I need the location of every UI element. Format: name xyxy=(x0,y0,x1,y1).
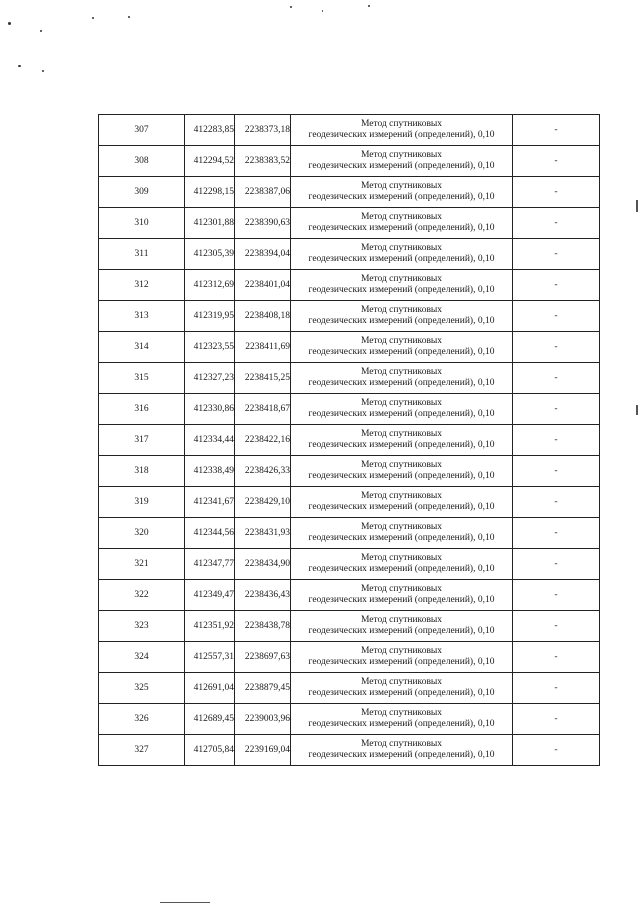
table-row xyxy=(99,177,600,208)
table-row xyxy=(99,580,600,611)
note-cell: - xyxy=(513,301,600,332)
table-row xyxy=(99,363,600,394)
method-cell xyxy=(291,208,513,239)
y-coordinate-cell: 2238436,43 xyxy=(235,580,291,611)
y-coordinate-cell: 2238429,10 xyxy=(235,487,291,518)
x-coordinate-cell: 412347,77 xyxy=(185,549,235,580)
method-line-1: Метод спутниковых xyxy=(360,181,443,191)
x-coordinate-cell: 412341,67 xyxy=(185,487,235,518)
table-row xyxy=(99,642,600,673)
method-line-1: Метод спутниковых xyxy=(360,367,443,377)
method-line-1: Метод спутниковых xyxy=(360,677,443,687)
table-row xyxy=(99,673,600,704)
point-number-cell: 315 xyxy=(99,363,185,394)
method-line-2: геодезических измерений (определений), 0,10 xyxy=(308,440,495,450)
method-line-1: Метод спутниковых xyxy=(360,739,443,749)
scan-speck xyxy=(40,30,42,32)
method-line-2: геодезических измерений (определений), 0,10 xyxy=(308,502,495,512)
method-line-1: Метод спутниковых xyxy=(360,615,443,625)
x-coordinate-cell: 412312,69 xyxy=(185,270,235,301)
method-line-1: Метод спутниковых xyxy=(360,708,443,718)
y-coordinate-cell: 2238394,04 xyxy=(235,239,291,270)
method-cell xyxy=(291,518,513,549)
x-coordinate-cell: 412557,31 xyxy=(185,642,235,673)
scan-edge-mark xyxy=(636,405,638,415)
x-coordinate-cell: 412294,52 xyxy=(185,146,235,177)
method-line-2: геодезических измерений (определений), 0,10 xyxy=(308,378,495,388)
method-line-1: Метод спутниковых xyxy=(360,584,443,594)
x-coordinate-cell: 412298,15 xyxy=(185,177,235,208)
point-number-cell: 317 xyxy=(99,425,185,456)
method-cell xyxy=(291,332,513,363)
method-line-2: геодезических измерений (определений), 0,10 xyxy=(308,719,495,729)
point-number-cell: 311 xyxy=(99,239,185,270)
table-row xyxy=(99,115,600,146)
method-line-1: Метод спутниковых xyxy=(360,150,443,160)
x-coordinate-cell: 412323,55 xyxy=(185,332,235,363)
y-coordinate-cell: 2238390,63 xyxy=(235,208,291,239)
table-row xyxy=(99,425,600,456)
method-line-2: геодезических измерений (определений), 0,10 xyxy=(308,626,495,636)
y-coordinate-cell: 2238383,52 xyxy=(235,146,291,177)
method-line-2: геодезических измерений (определений), 0,10 xyxy=(308,688,495,698)
method-cell xyxy=(291,146,513,177)
note-cell: - xyxy=(513,580,600,611)
scan-speck xyxy=(8,22,11,25)
y-coordinate-cell: 2238387,06 xyxy=(235,177,291,208)
scan-edge-mark xyxy=(160,902,210,903)
method-line-2: геодезических измерений (определений), 0,10 xyxy=(308,285,495,295)
point-number-cell: 319 xyxy=(99,487,185,518)
y-coordinate-cell: 2238879,45 xyxy=(235,673,291,704)
method-cell xyxy=(291,301,513,332)
point-number-cell: 318 xyxy=(99,456,185,487)
method-line-1: Метод спутниковых xyxy=(360,646,443,656)
point-number-cell: 322 xyxy=(99,580,185,611)
point-number-cell: 312 xyxy=(99,270,185,301)
note-cell: - xyxy=(513,425,600,456)
note-cell: - xyxy=(513,394,600,425)
table-row xyxy=(99,611,600,642)
note-cell: - xyxy=(513,549,600,580)
method-line-2: геодезических измерений (определений), 0,10 xyxy=(308,471,495,481)
method-line-1: Метод спутниковых xyxy=(360,398,443,408)
note-cell: - xyxy=(513,363,600,394)
method-line-1: Метод спутниковых xyxy=(360,119,443,129)
method-cell xyxy=(291,425,513,456)
method-line-1: Метод спутниковых xyxy=(360,274,443,284)
table-row xyxy=(99,270,600,301)
point-number-cell: 314 xyxy=(99,332,185,363)
y-coordinate-cell: 2238422,16 xyxy=(235,425,291,456)
x-coordinate-cell: 412319,95 xyxy=(185,301,235,332)
point-number-cell: 324 xyxy=(99,642,185,673)
scan-speck xyxy=(18,65,21,67)
table-row xyxy=(99,332,600,363)
point-number-cell: 323 xyxy=(99,611,185,642)
note-cell: - xyxy=(513,611,600,642)
y-coordinate-cell: 2238418,67 xyxy=(235,394,291,425)
method-line-2: геодезических измерений (определений), 0,10 xyxy=(308,595,495,605)
method-cell xyxy=(291,363,513,394)
point-number-cell: 307 xyxy=(99,115,185,146)
x-coordinate-cell: 412705,84 xyxy=(185,735,235,766)
x-coordinate-cell: 412691,04 xyxy=(185,673,235,704)
note-cell: - xyxy=(513,208,600,239)
note-cell: - xyxy=(513,487,600,518)
table-row xyxy=(99,704,600,735)
method-line-1: Метод спутниковых xyxy=(360,429,443,439)
method-line-1: Метод спутниковых xyxy=(360,522,443,532)
method-cell xyxy=(291,735,513,766)
method-line-1: Метод спутниковых xyxy=(360,212,443,222)
method-line-2: геодезических измерений (определений), 0,10 xyxy=(308,192,495,202)
y-coordinate-cell: 2238415,25 xyxy=(235,363,291,394)
y-coordinate-cell: 2238408,18 xyxy=(235,301,291,332)
note-cell: - xyxy=(513,642,600,673)
table-row xyxy=(99,208,600,239)
point-number-cell: 320 xyxy=(99,518,185,549)
coordinates-table xyxy=(98,114,600,766)
x-coordinate-cell: 412283,85 xyxy=(185,115,235,146)
scan-edge-mark xyxy=(636,200,638,212)
method-cell xyxy=(291,177,513,208)
y-coordinate-cell: 2238373,18 xyxy=(235,115,291,146)
method-line-2: геодезических измерений (определений), 0,10 xyxy=(308,533,495,543)
method-line-2: геодезических измерений (определений), 0,10 xyxy=(308,161,495,171)
method-line-1: Метод спутниковых xyxy=(360,243,443,253)
x-coordinate-cell: 412351,92 xyxy=(185,611,235,642)
x-coordinate-cell: 412305,39 xyxy=(185,239,235,270)
x-coordinate-cell: 412349,47 xyxy=(185,580,235,611)
y-coordinate-cell: 2238697,63 xyxy=(235,642,291,673)
y-coordinate-cell: 2238431,93 xyxy=(235,518,291,549)
point-number-cell: 326 xyxy=(99,704,185,735)
method-line-2: геодезических измерений (определений), 0,10 xyxy=(308,347,495,357)
table-row xyxy=(99,735,600,766)
table-row xyxy=(99,487,600,518)
x-coordinate-cell: 412334,44 xyxy=(185,425,235,456)
y-coordinate-cell: 2238434,90 xyxy=(235,549,291,580)
x-coordinate-cell: 412301,88 xyxy=(185,208,235,239)
y-coordinate-cell: 2238426,33 xyxy=(235,456,291,487)
point-number-cell: 316 xyxy=(99,394,185,425)
y-coordinate-cell: 2238401,04 xyxy=(235,270,291,301)
method-line-1: Метод спутниковых xyxy=(360,305,443,315)
method-line-2: геодезических измерений (определений), 0,10 xyxy=(308,657,495,667)
note-cell: - xyxy=(513,115,600,146)
note-cell: - xyxy=(513,673,600,704)
table-row xyxy=(99,549,600,580)
note-cell: - xyxy=(513,270,600,301)
method-cell xyxy=(291,270,513,301)
method-line-2: геодезических измерений (определений), 0,10 xyxy=(308,223,495,233)
point-number-cell: 327 xyxy=(99,735,185,766)
method-cell xyxy=(291,642,513,673)
method-line-1: Метод спутниковых xyxy=(360,553,443,563)
scan-speck xyxy=(368,5,370,7)
method-line-2: геодезических измерений (определений), 0,10 xyxy=(308,254,495,264)
method-cell xyxy=(291,115,513,146)
table-row xyxy=(99,394,600,425)
scan-speck xyxy=(92,17,94,19)
method-line-2: геодезических измерений (определений), 0,10 xyxy=(308,564,495,574)
x-coordinate-cell: 412338,49 xyxy=(185,456,235,487)
scan-speck xyxy=(42,70,44,72)
method-cell xyxy=(291,704,513,735)
point-number-cell: 321 xyxy=(99,549,185,580)
method-line-2: геодезических измерений (определений), 0,10 xyxy=(308,409,495,419)
note-cell: - xyxy=(513,332,600,363)
note-cell: - xyxy=(513,177,600,208)
y-coordinate-cell: 2238411,69 xyxy=(235,332,291,363)
point-number-cell: 313 xyxy=(99,301,185,332)
method-cell xyxy=(291,611,513,642)
note-cell: - xyxy=(513,456,600,487)
y-coordinate-cell: 2238438,78 xyxy=(235,611,291,642)
point-number-cell: 309 xyxy=(99,177,185,208)
x-coordinate-cell: 412327,23 xyxy=(185,363,235,394)
method-line-1: Метод спутниковых xyxy=(360,491,443,501)
method-line-2: геодезических измерений (определений), 0,10 xyxy=(308,750,495,760)
scan-speck xyxy=(290,6,292,8)
method-line-1: Метод спутниковых xyxy=(360,460,443,470)
scan-speck xyxy=(128,16,130,18)
table-row xyxy=(99,146,600,177)
x-coordinate-cell: 412330,86 xyxy=(185,394,235,425)
note-cell: - xyxy=(513,146,600,177)
point-number-cell: 325 xyxy=(99,673,185,704)
x-coordinate-cell: 412344,56 xyxy=(185,518,235,549)
note-cell: - xyxy=(513,735,600,766)
y-coordinate-cell: 2239169,04 xyxy=(235,735,291,766)
point-number-cell: 308 xyxy=(99,146,185,177)
table-row xyxy=(99,518,600,549)
method-cell xyxy=(291,487,513,518)
table-row xyxy=(99,239,600,270)
method-cell xyxy=(291,549,513,580)
table-row xyxy=(99,301,600,332)
method-cell xyxy=(291,394,513,425)
method-cell xyxy=(291,580,513,611)
note-cell: - xyxy=(513,704,600,735)
method-line-2: геодезических измерений (определений), 0,10 xyxy=(308,130,495,140)
point-number-cell: 310 xyxy=(99,208,185,239)
x-coordinate-cell: 412689,45 xyxy=(185,704,235,735)
method-line-1: Метод спутниковых xyxy=(360,336,443,346)
note-cell: - xyxy=(513,518,600,549)
method-line-2: геодезических измерений (определений), 0,10 xyxy=(308,316,495,326)
method-cell xyxy=(291,239,513,270)
note-cell: - xyxy=(513,239,600,270)
y-coordinate-cell: 2239003,96 xyxy=(235,704,291,735)
scan-speck xyxy=(322,10,323,12)
table-row xyxy=(99,456,600,487)
method-cell xyxy=(291,456,513,487)
method-cell xyxy=(291,673,513,704)
